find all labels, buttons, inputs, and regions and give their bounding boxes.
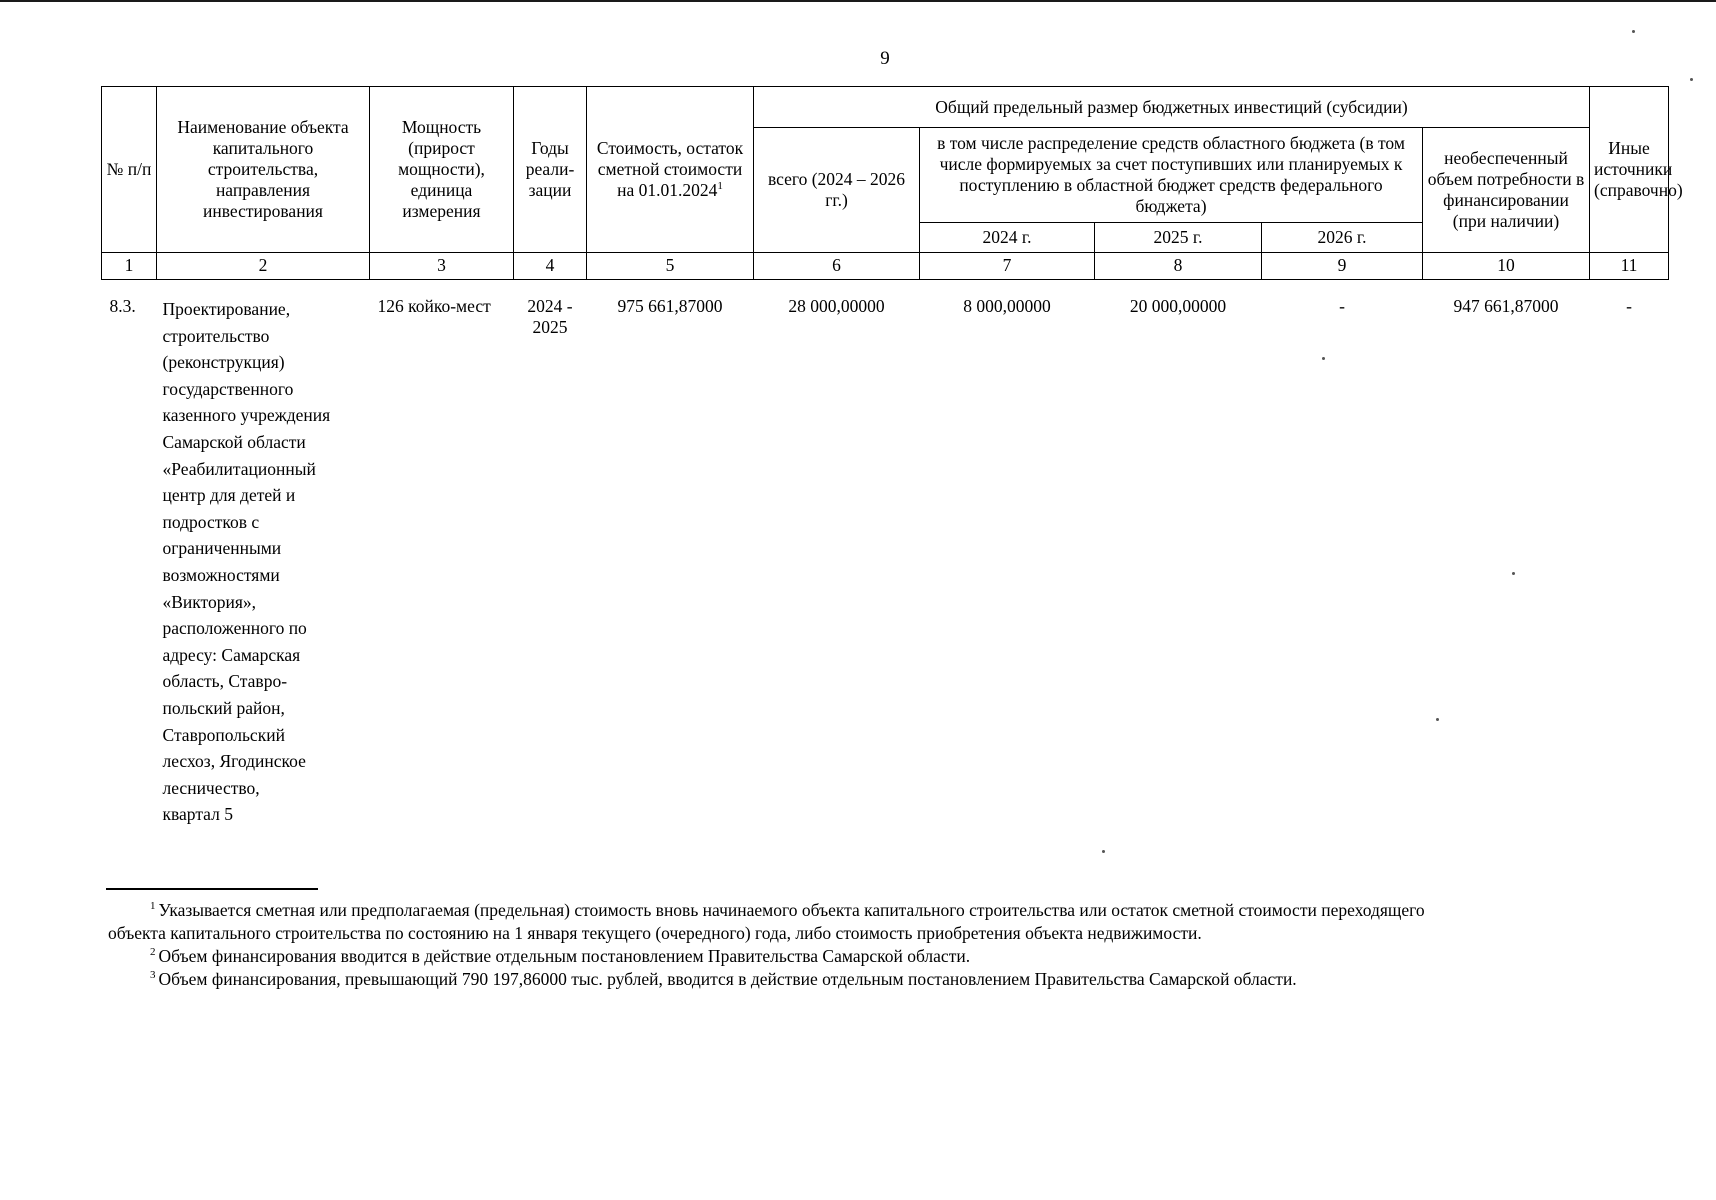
header-year-2025: 2025 г. bbox=[1095, 223, 1262, 253]
object-name-line: «Виктория», bbox=[162, 591, 257, 612]
header-total-budget-group: Общий предельный размер бюджетных инвестиций (субсидии) bbox=[754, 87, 1590, 128]
footnote-1-mark: 1 bbox=[150, 900, 156, 913]
footnote-2 bbox=[108, 945, 1668, 968]
footnote-separator bbox=[106, 888, 318, 890]
object-name-line: расположенного по bbox=[162, 618, 307, 639]
header-other-sources: Иные источники (справочно) bbox=[1590, 87, 1669, 253]
top-border-line bbox=[0, 0, 1716, 2]
header-cost-text: Стоимость, остаток сметной стоимости на 01.01.2024 bbox=[596, 138, 744, 200]
column-number: 6 bbox=[754, 253, 920, 280]
object-name-line: лесничество, bbox=[162, 777, 260, 798]
footnote-3-mark: 3 bbox=[150, 969, 156, 982]
footnote-2-mark: 2 bbox=[150, 946, 156, 959]
scan-speck bbox=[1690, 78, 1693, 81]
row-number: 8.3. bbox=[109, 296, 136, 316]
footnote-3-text: Объем финансирования, превышающий 790 197,86000 тыс. рублей, вводится в действие отдельным постановлением Правительства Самарской области. bbox=[158, 969, 1297, 989]
scan-speck bbox=[1102, 850, 1105, 853]
column-number: 11 bbox=[1590, 253, 1669, 280]
column-number: 5 bbox=[587, 253, 754, 280]
header-cost-footnote-mark: 1 bbox=[717, 180, 723, 193]
header-year-2024: 2024 г. bbox=[920, 223, 1095, 253]
column-number: 4 bbox=[514, 253, 587, 280]
object-name-lines bbox=[163, 296, 366, 828]
object-name-line: квартал 5 bbox=[162, 804, 233, 825]
footnote-1 bbox=[108, 899, 1668, 922]
object-name-line: лесхоз, Ягодинское bbox=[162, 751, 306, 772]
total-cell: 28 000,00000 bbox=[788, 296, 885, 316]
object-name-line: Самарской области bbox=[162, 431, 306, 452]
footnotes bbox=[108, 899, 1668, 991]
object-name-cell bbox=[157, 280, 370, 830]
scan-speck bbox=[1436, 718, 1439, 721]
object-name-line: адресу: Самарская bbox=[162, 644, 301, 665]
object-name-line: Ставропольский bbox=[162, 724, 285, 745]
unfunded-cell: 947 661,87000 bbox=[1453, 296, 1559, 316]
footnote-3 bbox=[108, 968, 1668, 991]
year-2025-cell: 20 000,00000 bbox=[1129, 296, 1227, 316]
other-sources-cell: - bbox=[1626, 296, 1632, 316]
object-name-line: «Реабилитационный bbox=[162, 458, 316, 479]
column-number: 3 bbox=[370, 253, 514, 280]
column-number: 1 bbox=[102, 253, 157, 280]
object-name-line: ограниченными bbox=[162, 538, 282, 559]
object-name-line: строительство bbox=[162, 325, 270, 346]
year-2024-cell: 8 000,00000 bbox=[963, 296, 1051, 316]
column-number: 8 bbox=[1095, 253, 1262, 280]
object-name-line: подростков с bbox=[162, 511, 260, 532]
header-unfunded: необеспеченный объем потребности в финансировании (при наличии) bbox=[1423, 128, 1590, 253]
header-cost bbox=[587, 87, 754, 253]
object-name-line: (реконструкция) bbox=[162, 352, 285, 373]
years-cell: 2024 - 2025 bbox=[527, 296, 573, 337]
object-name-line: область, Ставро- bbox=[162, 671, 288, 692]
cost-cell: 975 661,87000 bbox=[617, 296, 723, 316]
header-years: Годы реали-зации bbox=[514, 87, 587, 253]
header-total: всего (2024 – 2026 гг.) bbox=[754, 128, 920, 253]
header-year-2026: 2026 г. bbox=[1262, 223, 1423, 253]
object-name-line: возможностями bbox=[162, 564, 280, 585]
capacity-cell: 126 койко-мест bbox=[377, 296, 491, 316]
budget-investment-table bbox=[101, 86, 1683, 830]
column-number: 2 bbox=[157, 253, 370, 280]
object-name-line: Проектирование, bbox=[162, 299, 291, 319]
header-capacity: Мощность (прирост мощности), единица измерения bbox=[370, 87, 514, 253]
scan-speck bbox=[1512, 572, 1515, 575]
object-name-line: государственного bbox=[162, 378, 294, 399]
scan-speck bbox=[1322, 357, 1325, 360]
year-2026-cell: - bbox=[1339, 296, 1345, 316]
column-number: 7 bbox=[920, 253, 1095, 280]
scan-speck bbox=[1632, 30, 1635, 33]
object-name-line: центр для детей и bbox=[162, 485, 296, 506]
header-regional-budget-group: в том числе распределение средств областного бюджета (в том числе формируемых за счет поступивших или планируемых к поступлению в областной бюджет средств федерального бюджета) bbox=[920, 128, 1423, 223]
header-row-number: № п/п bbox=[102, 87, 157, 253]
footnote-1-continuation: объекта капитального строительства по состоянию на 1 января текущего (очередного) года, либо стоимость приобретения объекта недвижимости. bbox=[108, 923, 1202, 943]
footnote-2-text: Объем финансирования вводится в действие отдельным постановлением Правительства Самарской области. bbox=[158, 946, 971, 966]
object-name-line: казенного учреждения bbox=[162, 405, 331, 426]
header-object-name: Наименование объекта капитального строительства, направления инвестирования bbox=[157, 87, 370, 253]
column-number: 9 bbox=[1262, 253, 1423, 280]
column-number: 10 bbox=[1423, 253, 1590, 280]
object-name-line: польский район, bbox=[162, 697, 285, 718]
footnote-1-text: Указывается сметная или предполагаемая (предельная) стоимость вновь начинаемого объекта капитального строительства или остаток сметной стоимости переходящего bbox=[158, 900, 1425, 920]
page-number: 9 bbox=[880, 48, 890, 69]
